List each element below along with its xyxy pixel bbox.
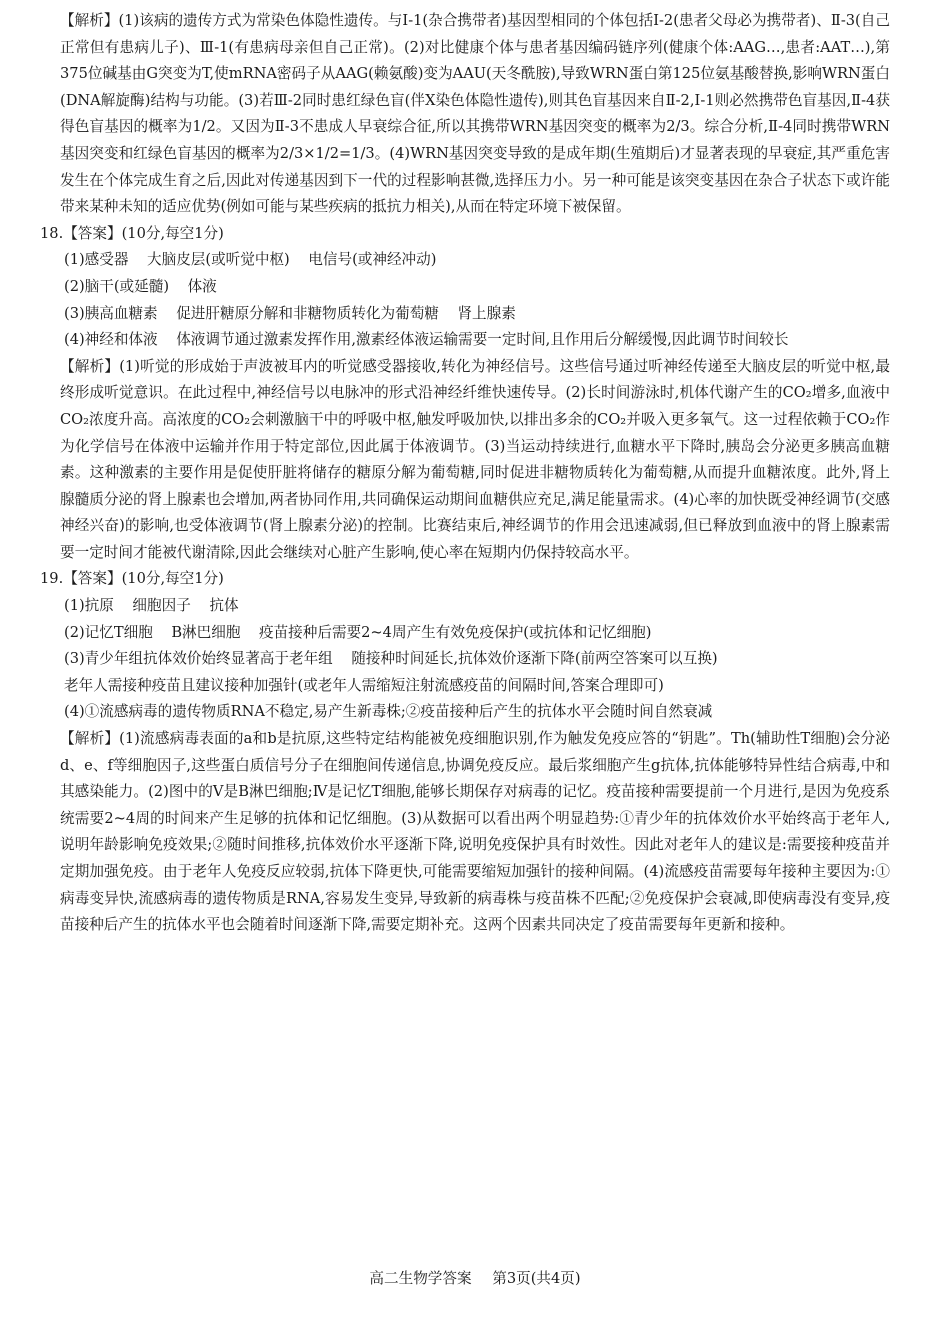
q19-analysis: 【解析】(1)流感病毒表面的a和b是抗原,这些特定结构能被免疫细胞识别,作为触发免疫应答的“钥匙”。Th(辅助性T细胞)会分泌d、e、f等细胞因子,这些蛋白质信号分子在细胞间传递信息,协调免疫反应。最后浆细胞产生g抗体,抗体能够特异性结合病毒,中和其感染能力。(2)图中的Ⅴ是B淋巴细胞;Ⅳ是记忆T细胞,能够长期保存对病毒的记忆。疫苗接种需要提前一个月进行,是因为免疫系统需要2~4周的时间来产生足够的抗体和记忆细胞。(3)从数据可以看出两个明显趋势:①青少年的抗体效价水平始终高于老年人,说明年龄影响免疫效果;②随时间推移,抗体效价水平逐渐下降,说明免疫保护具有时效性。因此对老年人的建议是:需要接种疫苗并定期加强免疫。由于老年人免疫反应较弱,抗体下降更快,可能需要缩短加强针的接种间隔。(4)流感疫苗需要每年接种主要因为:①病毒变异快,流感病毒的遗传物质是RNA,容易发生变异,导致新的病毒株与疫苗株不匹配;②免疫保护会衰减,即使病毒没有变异,疫苗接种后产生的抗体水平也会随着时间逐渐下降,需要定期补充。这两个因素共同决定了疫苗需要每年更新和接种。 <box>60 730 890 934</box>
q19-answer-2: (2)记忆T细胞 B淋巴细胞 疫苗接种后需要2~4周产生有效免疫保护(或抗体和记忆细胞) <box>64 623 652 641</box>
q19-answer-heading: 19.【答案】(10分,每空1分) <box>40 570 224 588</box>
q18-answer-2: (2)脑干(或延髓) 体液 <box>64 277 217 295</box>
q18-answer-heading: 18.【答案】(10分,每空1分) <box>40 224 224 242</box>
q19-answer-4: (4)①流感病毒的遗传物质RNA不稳定,易产生新毒株;②疫苗接种后产生的抗体水平会随时间自然衰减 <box>64 703 713 721</box>
q19-answer-3: (3)青少年组抗体效价始终显著高于老年组 随接种时间延长,抗体效价逐渐下降(前两空答案可以互换) <box>64 650 718 668</box>
footer-title: 高二生物学答案 <box>369 1270 472 1287</box>
q18-answer-1: (1)感受器 大脑皮层(或听觉中枢) 电信号(或神经冲动) <box>64 251 437 269</box>
q17-analysis: 【解析】(1)该病的遗传方式为常染色体隐性遗传。与Ⅰ-1(杂合携带者)基因型相同的个体包括Ⅰ-2(患者父母必为携带者)、Ⅱ-3(自己正常但有患病儿子)、Ⅲ-1(有患病母亲但自己正常)。(2)对比健康个体与患者基因编码链序列(健康个体:AAG…,患者:AAT…),第375位碱基由G突变为T,使mRNA密码子从AAG(赖氨酸)变为AAU(天冬酰胺),导致WRN蛋白第125位氨基酸替换,影响WRN蛋白(DNA解旋酶)结构与功能。(3)若Ⅲ-2同时患红绿色盲(伴X染色体隐性遗传),则其色盲基因来自Ⅱ-2,Ⅰ-1则必然携带色盲基因,Ⅱ-4获得色盲基因的概率为1/2。又因为Ⅱ-3不患成人早衰综合征,所以其携带WRN基因突变的概率为2/3。综合分析,Ⅱ-4同时携带WRN基因突变和红绿色盲基因的概率为2/3×1/2=1/3。(4)WRN基因突变导致的是成年期(生殖期后)才显著表现的早衰症,其严重危害发生在个体完成生育之后,因此对传递基因到下一代的过程影响甚微,选择压力小。另一种可能是该突变基因在杂合子状态下或许能带来某种未知的适应优势(例如可能与某些疾病的抵抗力相关),从而在特定环境下被保留。 <box>60 12 890 216</box>
page-footer <box>0 1268 950 1290</box>
q18-answer-4: (4)神经和体液 体液调节通过激素发挥作用,激素经体液运输需要一定时间,且作用后分解缓慢,因此调节时间较长 <box>64 331 789 349</box>
footer-page-number: 第3页(共4页) <box>492 1270 581 1287</box>
q19-answer-3-continued: 老年人需接种疫苗且建议接种加强针(或老年人需缩短注射流感疫苗的间隔时间,答案合理即可) <box>64 676 664 694</box>
q18-analysis: 【解析】(1)听觉的形成始于声波被耳内的听觉感受器接收,转化为神经信号。这些信号通过听神经传递至大脑皮层的听觉中枢,最终形成听觉意识。在此过程中,神经信号以电脉冲的形式沿神经纤维快速传导。(2)长时间游泳时,机体代谢产生的CO₂增多,血液中CO₂浓度升高。高浓度的CO₂会刺激脑干中的呼吸中枢,触发呼吸加快,以排出多余的CO₂并吸入更多氧气。这一过程依赖于CO₂作为化学信号在体液中运输并作用于特定部位,因此属于体液调节。(3)当运动持续进行,血糖水平下降时,胰岛会分泌更多胰高血糖素。这种激素的主要作用是促使肝脏将储存的糖原分解为葡萄糖,同时促进非糖物质转化为葡萄糖,从而提升血糖浓度。此外,肾上腺髓质分泌的肾上腺素也会增加,两者协同作用,共同确保运动期间血糖供应充足,满足能量需求。(4)心率的加快既受神经调节(交感神经兴奋)的影响,也受体液调节(肾上腺素分泌)的控制。比赛结束后,神经调节的作用会迅速减弱,但已释放到血液中的肾上腺素需要一定时间才能被代谢清除,因此会继续对心脏产生影响,使心率在短期内仍保持较高水平。 <box>60 357 890 561</box>
q19-answer-1: (1)抗原 细胞因子 抗体 <box>64 597 239 615</box>
q18-answer-3: (3)胰高血糖素 促进肝糖原分解和非糖物质转化为葡萄糖 肾上腺素 <box>64 304 516 322</box>
